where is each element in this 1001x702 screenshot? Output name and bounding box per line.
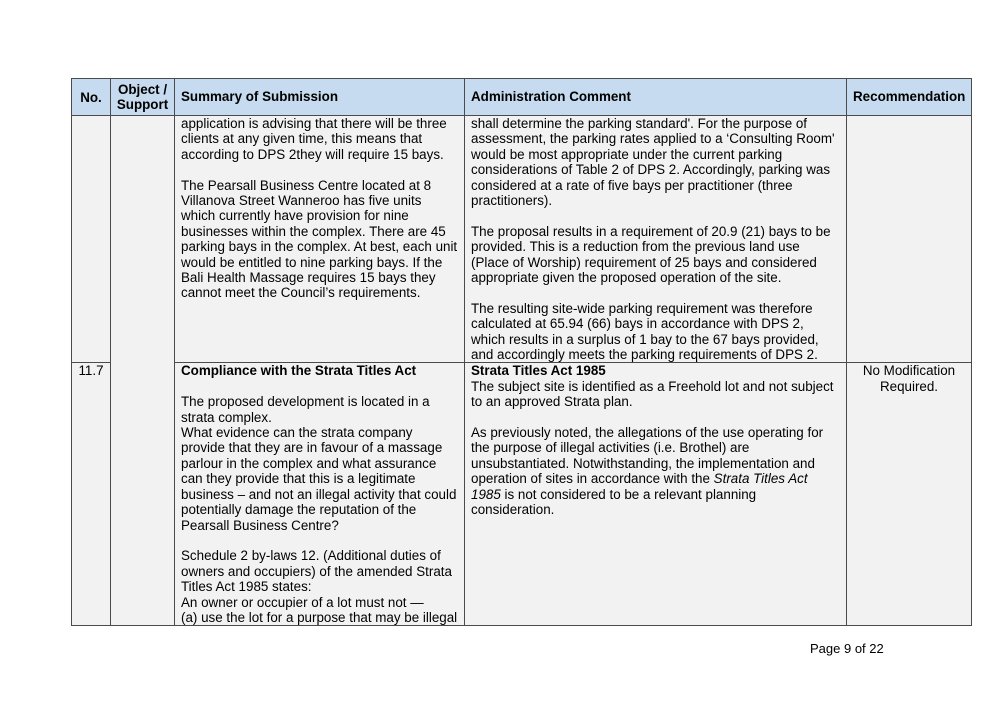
row2-no: 11.7: [72, 363, 111, 626]
table-row: [72, 363, 972, 626]
row2-admin-p2-italic: Strata Titles Act 1985: [471, 471, 808, 502]
row1-admin-comment: [465, 116, 847, 363]
row1-no: [72, 116, 111, 363]
row1-admin-p2: The proposal results in a requirement of 20.9 (21) bays to be provided. This is a reduction from the previous land use (Place of Worship) requirement of 25 bays and considered appropriate given the proposed operation of the site.: [471, 223, 831, 286]
table-row: [72, 116, 972, 363]
header-recommendation: Recommendation: [847, 79, 972, 116]
row2-admin-comment: [465, 363, 847, 626]
row1-recommendation: [847, 116, 972, 363]
header-summary: Summary of Submission: [175, 79, 465, 116]
row1-summary: [175, 116, 465, 363]
header-object-support: [111, 79, 175, 116]
table-header-row: [72, 79, 972, 116]
submissions-table-container: [71, 78, 971, 626]
row2-summary-p2: What evidence can the strata company provide that they are in favour of a massage parlour in the complex and what assurance can they provide that this is a legitimate business – and not an illegal activity that could potentially damage the reputation of the Pearsall Business Centre?: [181, 425, 457, 533]
header-no: No.: [72, 79, 111, 116]
row1-summary-p2: The Pearsall Business Centre located at 8 Villanova Street Wanneroo has five units which currently have provision for nine businesses within the complex. There are 45 parking bays in the complex. At best, each unit would be entitled to nine parking bays. If the Bali Health Massage requires 15 bays they cannot meet the Council’s requirements.: [181, 177, 458, 301]
row2-admin-p2-end: is not considered to be a relevant planning consideration.: [471, 486, 757, 518]
row2-admin-p1: The subject site is identified as a Freehold lot and not subject to an approved Strata plan.: [471, 378, 834, 410]
row1-summary-p1: application is advising that there will be three clients at any given time, this means that according to DPS 2they will require 15 bays.: [181, 116, 447, 162]
row2-admin-heading: Strata Titles Act 1985: [471, 363, 606, 379]
row1-admin-p1: shall determine the parking standard'. For the purpose of assessment, the parking rates applied to a ‘Consulting Room' would be most appropriate under the current parking considerations of Table 2 of DPS 2. Accordingly, parking was considered at a rate of five bays per practitioner (three practitioners).: [471, 116, 835, 209]
row2-summary: [175, 363, 465, 626]
submissions-table: [71, 78, 972, 626]
row2-summary-p3: Schedule 2 by-laws 12. (Additional duties of owners and occupiers) of the amended Strata Titles Act 1985 states:: [181, 548, 452, 595]
row2-summary-p4: An owner or occupier of a lot must not —: [181, 594, 424, 610]
row2-summary-heading: Compliance with the Strata Titles Act: [181, 363, 417, 379]
page-number: Page 9 of 22: [810, 641, 884, 656]
row1-object-support: [111, 116, 175, 626]
row1-admin-p3: The resulting site-wide parking requirement was therefore calculated at 65.94 (66) bays in accordance with DPS 2, which results in a surplus of 1 bay to the 67 bays provided, and accordingly meets the parking requirements of DPS 2.: [471, 300, 819, 363]
header-object-support-label: Object / Support: [116, 82, 169, 112]
row2-recommendation: No Modification Required.: [847, 363, 972, 626]
row2-admin-p2: [471, 425, 840, 517]
row2-summary-p5: (a) use the lot for a purpose that may be illegal: [181, 609, 458, 625]
row2-summary-p1: The proposed development is located in a strata complex.: [181, 394, 430, 425]
row2-admin-p2-start: As previously noted, the allegations of the use operating for the purpose of illegal activities (i.e. Brothel) are unsubstantiated. Notwithstanding, the implementation and operation of sites in accordance with the: [471, 425, 824, 487]
header-admin-comment: Administration Comment: [465, 79, 847, 116]
